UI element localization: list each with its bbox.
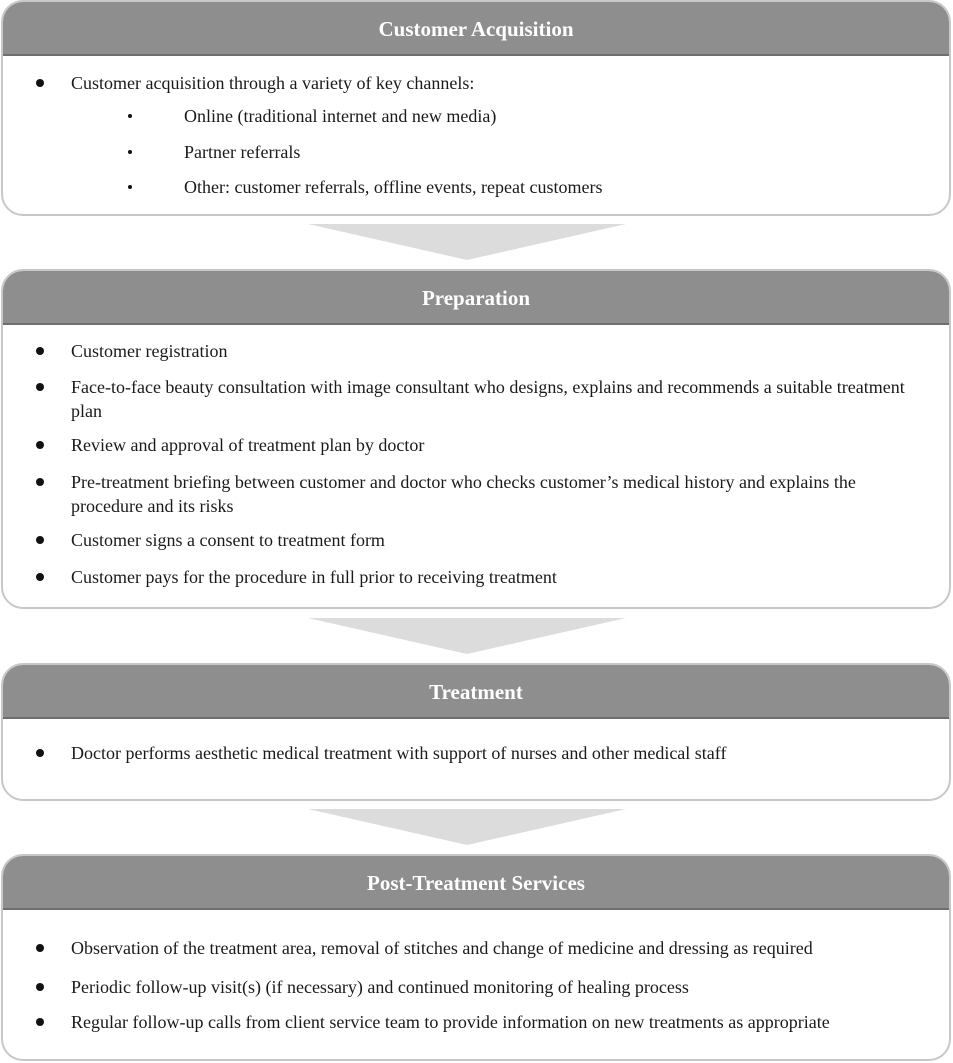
bullet-icon <box>36 441 44 449</box>
list-item-text: Customer signs a consent to treatment form <box>71 530 385 550</box>
bullet-icon <box>36 1018 44 1026</box>
bullet-icon <box>36 347 44 355</box>
stage-treatment <box>1 663 951 801</box>
list-item-text: Customer acquisition through a variety of key channels: <box>71 73 475 93</box>
stage-preparation <box>1 269 951 609</box>
bullet-icon <box>36 983 44 991</box>
bullet-icon <box>36 536 44 544</box>
stage-title: Treatment <box>3 665 949 719</box>
list-item-text: Customer pays for the procedure in full prior to receiving treatment <box>71 567 557 587</box>
list-item-text: Observation of the treatment area, removal of stitches and change of medicine and dressing as required <box>71 938 813 958</box>
sub-list-item-text: Partner referrals <box>184 142 301 162</box>
down-arrow-icon <box>308 224 626 260</box>
stage-title: Customer Acquisition <box>3 2 949 56</box>
bullet-icon <box>36 79 44 87</box>
bullet-icon <box>36 944 44 952</box>
stage-title: Preparation <box>3 271 949 325</box>
bullet-icon <box>36 573 44 581</box>
sub-list-item-text: Other: customer referrals, offline events, repeat customers <box>184 177 603 197</box>
small-bullet-icon <box>128 185 132 189</box>
stage-title: Post-Treatment Services <box>3 856 949 910</box>
list-item-text: Pre-treatment briefing between customer and doctor who checks customer’s medical history and explains the procedure and its risks <box>71 472 856 516</box>
down-arrow-icon <box>308 809 626 845</box>
bullet-icon <box>36 749 44 757</box>
list-item-text: Regular follow-up calls from client service team to provide information on new treatments as appropriate <box>71 1012 830 1032</box>
sub-list-item-text: Online (traditional internet and new media) <box>184 106 497 126</box>
small-bullet-icon <box>128 114 132 118</box>
list-item-text: Doctor performs aesthetic medical treatment with support of nurses and other medical staff <box>71 743 727 763</box>
bullet-icon <box>36 478 44 486</box>
list-item-text: Face-to-face beauty consultation with image consultant who designs, explains and recommends a suitable treatment plan <box>71 377 905 421</box>
list-item-text: Customer registration <box>71 341 228 361</box>
list-item-text: Periodic follow-up visit(s) (if necessary) and continued monitoring of healing process <box>71 977 689 997</box>
bullet-icon <box>36 383 44 391</box>
stage-post-treatment-services <box>1 854 951 1061</box>
list-item-text: Review and approval of treatment plan by doctor <box>71 435 425 455</box>
down-arrow-icon <box>308 618 626 654</box>
stage-customer-acquisition <box>1 0 951 216</box>
small-bullet-icon <box>128 150 132 154</box>
